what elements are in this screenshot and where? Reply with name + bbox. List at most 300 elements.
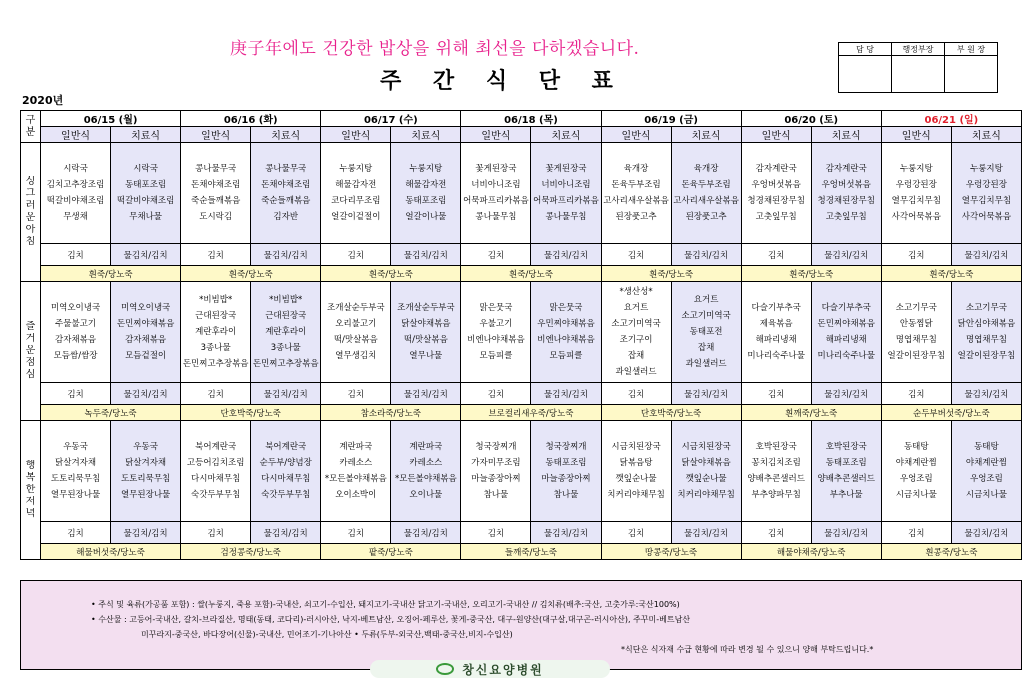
kimchi-cell: 물김치/김치 [111, 522, 181, 544]
menu-item: 우민찌야채볶음 [537, 319, 595, 329]
menu-item: 모듬겉절이 [125, 351, 167, 361]
menu-item: 감자채볶음 [125, 335, 167, 345]
treatment-menu-cell [111, 421, 181, 522]
meal-label-char: 운 [25, 212, 36, 223]
menu-item: 돈민찌고추장볶음 [182, 359, 249, 369]
menu-item: 무생채 [63, 212, 88, 222]
menu-item: 닭안심야채볶음 [957, 319, 1016, 329]
general-menu-cell [321, 143, 391, 244]
porridge-cell: 브로컬리새우죽/당노죽 [461, 405, 601, 421]
menu-item: 도토리묵무침 [120, 474, 171, 484]
menu-item: 청국장찌개 [545, 442, 587, 452]
menu-item: 숙갓두부무침 [261, 490, 311, 500]
kimchi-cell: 물김치/김치 [111, 383, 181, 405]
menu-item: 3종나물 [200, 343, 231, 353]
kimchi-cell: 물김치/김치 [951, 522, 1021, 544]
menu-item: 열무된장나물 [50, 490, 101, 500]
menu-item: 된장풋고추 [615, 212, 657, 222]
menu-item: 다슬기부추국 [751, 303, 801, 313]
kimchi-cell: 김치 [601, 522, 671, 544]
kimchi-cell: 물김치/김치 [531, 244, 601, 266]
menu-item: 우동국 [63, 442, 88, 452]
kimchi-cell: 김치 [181, 522, 251, 544]
origin-line: • 주식 및 육류(가공품 포함) : 쌀(누룽지, 죽용 포함)-국내산, 쇠고기-수입산, 돼지고기-국내산 닭고기-국내산, 오리고기-국내산 // 김치류(배추:국산, 고춧가루:국산100%) [91, 600, 680, 609]
treatment-menu-cell [671, 282, 741, 383]
menu-item: 치커리야채무침 [677, 490, 735, 500]
day-header: 06/17 (수) [321, 111, 461, 127]
treatment-menu-cell [251, 421, 321, 522]
general-menu-cell [741, 282, 811, 383]
menu-item: 너비아니조림 [541, 180, 591, 190]
origin-notice [20, 580, 1022, 670]
kimchi-cell: 물김치/김치 [251, 383, 321, 405]
kimchi-cell: 물김치/김치 [811, 383, 881, 405]
menu-item: 감자채볶음 [55, 335, 97, 345]
porridge-cell: 흰죽/당노죽 [181, 266, 321, 282]
menu-item: 떡갈비야채조림 [116, 196, 175, 206]
menu-item: 콩나물무침 [475, 212, 517, 222]
menu-item: 닭살야채볶음 [681, 458, 731, 468]
menu-item: 호박된장국 [755, 442, 797, 452]
menu-item: 소고기무국 [895, 303, 937, 313]
menu-item: 소고기미역국 [681, 311, 731, 321]
menu-item: 제육볶음 [759, 319, 793, 329]
meal-label-char: 러 [25, 200, 36, 211]
menu-item: 해물감자전 [405, 180, 447, 190]
menu-item: 주물불고기 [55, 319, 97, 329]
menu-item: 조개살순두부국 [327, 303, 385, 313]
kimchi-cell: 김치 [181, 383, 251, 405]
menu-item: 미역오이냉국 [120, 303, 171, 313]
meal-label-char: 즐 [25, 321, 36, 332]
menu-item: 동태포조림 [545, 458, 587, 468]
menu-item: 해파리냉채 [755, 335, 797, 345]
menu-item: 김치고추장조림 [46, 180, 105, 190]
general-menu-cell [601, 282, 671, 383]
day-header: 06/15 (월) [41, 111, 181, 127]
menu-item: 떡갈비야채조림 [46, 196, 105, 206]
approval-cell [892, 56, 945, 93]
kimchi-cell: 물김치/김치 [951, 383, 1021, 405]
kimchi-cell: 물김치/김치 [251, 522, 321, 544]
porridge-cell: 들깨죽/당노죽 [461, 544, 601, 560]
approval-header: 행정부장 [892, 43, 945, 56]
treatment-menu-cell [671, 421, 741, 522]
menu-item: 열무나물 [409, 351, 443, 361]
porridge-cell: 순두부버섯죽/당노죽 [881, 405, 1021, 421]
kimchi-cell: 김치 [321, 244, 391, 266]
menu-item: 모듬피클 [479, 351, 513, 361]
kimchi-cell: 물김치/김치 [251, 244, 321, 266]
menu-item: 된장풋고추 [685, 212, 727, 222]
day-header: 06/16 (화) [181, 111, 321, 127]
menu-item: 계란파국 [409, 442, 443, 452]
menu-item: 우불고기 [479, 319, 513, 329]
porridge-cell: 해물버섯죽/당노죽 [41, 544, 181, 560]
menu-item: 우엉버섯볶음 [751, 180, 801, 190]
general-menu-cell [461, 421, 531, 522]
porridge-cell: 땅콩죽/당노죽 [601, 544, 741, 560]
menu-item: 잡채 [627, 351, 645, 361]
porridge-cell: 참소라죽/당노죽 [321, 405, 461, 421]
menu-item: 육개장 [623, 164, 649, 174]
kimchi-cell: 물김치/김치 [531, 383, 601, 405]
treatment-menu-cell [531, 143, 601, 244]
menu-item: 동태탕 [974, 442, 999, 452]
kimchi-cell: 물김치/김치 [391, 383, 461, 405]
menu-item: 해물감자전 [335, 180, 377, 190]
general-diet-header: 일반식 [41, 127, 111, 143]
treatment-diet-header: 치료식 [951, 127, 1021, 143]
menu-item: 우엉조림 [969, 474, 1003, 484]
porridge-cell: 흰죽/당노죽 [461, 266, 601, 282]
treatment-diet-header: 치료식 [671, 127, 741, 143]
menu-item: 청경채된장무침 [817, 196, 875, 206]
porridge-cell: 해물야채죽/당노죽 [741, 544, 881, 560]
menu-item: 도토리묵무침 [50, 474, 101, 484]
menu-item: 부추양파무침 [751, 490, 801, 500]
kimchi-cell: 김치 [741, 383, 811, 405]
general-menu-cell [881, 143, 951, 244]
menu-item: 해파리냉채 [825, 335, 867, 345]
kimchi-cell: 물김치/김치 [671, 244, 741, 266]
meal-label [21, 282, 41, 421]
weekly-menu-table [20, 110, 1022, 560]
menu-item: 김자반 [273, 212, 299, 222]
general-menu-cell [741, 421, 811, 522]
treatment-menu-cell [391, 421, 461, 522]
menu-item: 소고기미역국 [611, 319, 661, 329]
menu-item: 3종나물 [270, 343, 301, 353]
general-menu-cell [41, 282, 111, 383]
general-diet-header: 일반식 [321, 127, 391, 143]
menu-item: 누룽지탕 [969, 164, 1003, 174]
menu-item: 고춧잎무침 [755, 212, 797, 222]
menu-item: 야채계란찜 [895, 458, 937, 468]
general-menu-cell [181, 282, 251, 383]
porridge-cell: 흰콩죽/당노죽 [881, 544, 1021, 560]
porridge-cell: 흰죽/당노죽 [601, 266, 741, 282]
menu-item: 얼갈이겉절이 [331, 212, 381, 222]
menu-item: 명엽채무침 [965, 335, 1007, 345]
menu-item: 누룽지탕 [899, 164, 933, 174]
menu-item: 시락국 [133, 164, 158, 174]
menu-item: 무채나물 [129, 212, 163, 222]
menu-item: 비엔나야채볶음 [467, 335, 525, 345]
general-menu-cell [881, 282, 951, 383]
menu-item: 우동국 [133, 442, 158, 452]
menu-item: 누룽지탕 [409, 164, 443, 174]
menu-item: 오리불고기 [335, 319, 377, 329]
approval-header: 부 원 장 [945, 43, 998, 56]
general-menu-cell [41, 143, 111, 244]
treatment-menu-cell [951, 143, 1021, 244]
menu-item: 열무김치무침 [891, 196, 941, 206]
menu-item: 닭살겨자채 [125, 458, 167, 468]
approval-cell [945, 56, 998, 93]
menu-item: 우엉조림 [899, 474, 933, 484]
treatment-diet-header: 치료식 [531, 127, 601, 143]
meal-label-char: 점 [25, 357, 36, 368]
menu-item: 동태포전 [689, 327, 723, 337]
menu-item: 계란파국 [339, 442, 373, 452]
kimchi-cell: 물김치/김치 [391, 522, 461, 544]
menu-item: 고사리새우살볶음 [673, 196, 739, 206]
menu-item: 얼갈이된장무침 [957, 351, 1016, 361]
page-title: 주 간 식 단 표 [380, 69, 625, 94]
general-menu-cell [601, 143, 671, 244]
menu-item: 죽순들깨볶음 [261, 196, 311, 206]
menu-item: 열무된장나물 [120, 490, 171, 500]
porridge-cell: 단호박죽/당노죽 [601, 405, 741, 421]
porridge-cell: 흰죽/당노죽 [41, 266, 181, 282]
general-diet-header: 일반식 [181, 127, 251, 143]
menu-item: 꽃게된장국 [475, 164, 517, 174]
treatment-menu-cell [251, 282, 321, 383]
kimchi-cell: 김치 [601, 244, 671, 266]
hospital-logo-icon [436, 663, 454, 675]
menu-item: 오이소박이 [335, 490, 377, 500]
kimchi-cell: 김치 [741, 244, 811, 266]
general-menu-cell [321, 421, 391, 522]
origin-line: • 수산물 : 고등어-국내산, 갈치-브라질산, 명태(동태, 코다리)-러시아산, 낙지-베트남산, 오징어-페루산, 꽃게-중국산, 대구-원양산(대구살,대구곤-러시아산), 주꾸미-베트남산 [91, 615, 691, 624]
menu-item: 다시마채무침 [261, 474, 311, 484]
kimchi-cell: 김치 [461, 244, 531, 266]
gubun-header: 구분 [21, 111, 41, 143]
menu-item: 맑은뭇국 [549, 303, 583, 313]
approval-box [838, 42, 998, 93]
kimchi-cell: 김치 [741, 522, 811, 544]
menu-item: 어묵파프리카볶음 [463, 196, 529, 206]
general-menu-cell [461, 282, 531, 383]
menu-item: *모든볼야채볶음 [394, 474, 457, 484]
kimchi-cell: 물김치/김치 [391, 244, 461, 266]
general-diet-header: 일반식 [601, 127, 671, 143]
menu-item: 참나물 [553, 490, 579, 500]
menu-item: 돈채야채조림 [261, 180, 311, 190]
menu-item: *비빔밥* [269, 295, 303, 305]
menu-item: 명엽채무침 [895, 335, 937, 345]
menu-item: 돈채야채조림 [191, 180, 241, 190]
menu-item: 카레소스 [339, 458, 373, 468]
porridge-cell: 녹두죽/당노죽 [41, 405, 181, 421]
meal-label-char: 한 [25, 484, 36, 495]
menu-item: 시락국 [63, 164, 88, 174]
general-diet-header: 일반식 [461, 127, 531, 143]
kimchi-cell: 김치 [41, 383, 111, 405]
meal-label [21, 421, 41, 560]
menu-item: 조개살순두부국 [397, 303, 455, 313]
menu-item: 모듬쌈/쌈장 [53, 351, 98, 361]
kimchi-cell: 김치 [41, 522, 111, 544]
menu-item: *비빔밥* [199, 295, 233, 305]
general-menu-cell [881, 421, 951, 522]
menu-item: 우엉버섯볶음 [821, 180, 871, 190]
general-menu-cell [461, 143, 531, 244]
menu-item: 콩나물무국 [265, 164, 307, 174]
menu-item: 요거트 [693, 295, 719, 305]
menu-item: 근대된장국 [265, 311, 307, 321]
menu-item: 모듬피클 [549, 351, 583, 361]
menu-item: *모든볼야채볶음 [324, 474, 387, 484]
menu-item: 순두부/양념장 [259, 458, 312, 468]
porridge-cell: 흰죽/당노죽 [321, 266, 461, 282]
menu-item: 열무김치무침 [961, 196, 1012, 206]
treatment-menu-cell [951, 282, 1021, 383]
treatment-menu-cell [391, 143, 461, 244]
menu-item: 코다리무조림 [331, 196, 381, 206]
menu-item: 소고기무국 [965, 303, 1007, 313]
menu-item: 닭살겨자채 [55, 458, 97, 468]
menu-item: 꽁치김치조림 [751, 458, 801, 468]
menu-item: 육개장 [693, 164, 719, 174]
general-menu-cell [181, 421, 251, 522]
treatment-menu-cell [111, 282, 181, 383]
treatment-menu-cell [671, 143, 741, 244]
porridge-cell: 흰죽/당노죽 [881, 266, 1021, 282]
kimchi-cell: 물김치/김치 [671, 383, 741, 405]
menu-item: 참나물 [483, 490, 509, 500]
menu-item: 시금치나물 [895, 490, 937, 500]
menu-item: 닭살야채볶음 [401, 319, 451, 329]
meal-label-char: 행 [25, 460, 36, 471]
meal-label [21, 143, 41, 282]
meal-label-char: 침 [25, 236, 36, 247]
menu-item: 계란후라이 [195, 327, 237, 337]
menu-item: 청국장찌개 [475, 442, 517, 452]
kimchi-cell: 김치 [881, 244, 951, 266]
porridge-cell: 단호박죽/당노죽 [181, 405, 321, 421]
menu-item: 콩나물무침 [545, 212, 587, 222]
approval-cell [839, 56, 892, 93]
meal-label-char: 심 [25, 369, 36, 380]
general-menu-cell [741, 143, 811, 244]
menu-item: 미나리숙주나물 [747, 351, 805, 361]
menu-item: 미역오이냉국 [50, 303, 101, 313]
day-header: 06/21 (일) [881, 111, 1021, 127]
menu-item: 다슬기부추국 [821, 303, 871, 313]
general-menu-cell [181, 143, 251, 244]
menu-item: 야채계란찜 [965, 458, 1007, 468]
treatment-menu-cell [251, 143, 321, 244]
kimchi-cell: 김치 [461, 383, 531, 405]
general-diet-header: 일반식 [741, 127, 811, 143]
menu-item: 돈민찌야채볶음 [116, 319, 175, 329]
menu-item: 사각어묵볶음 [961, 212, 1012, 222]
menu-item: 돈민찌고추장볶음 [252, 359, 319, 369]
menu-item: 잡채 [697, 343, 715, 353]
kimchi-cell: 물김치/김치 [111, 244, 181, 266]
menu-item: 깻잎순나물 [615, 474, 657, 484]
menu-item: 계란후라이 [265, 327, 307, 337]
menu-item: 마늘종장아찌 [471, 474, 521, 484]
meal-label-char: 싱 [25, 176, 36, 187]
origin-line: 미꾸라지-중국산, 바다장어(신물)-국내산, 민어조기-기나아산 • 두류(두부-외국산,백태-중국산,비지-수입산) [141, 630, 513, 639]
kimchi-cell: 물김치/김치 [531, 522, 601, 544]
menu-item: 치커리야채무침 [607, 490, 665, 500]
menu-item: 시금치된장국 [681, 442, 731, 452]
menu-item: 동태포조림 [825, 458, 867, 468]
kimchi-cell: 김치 [461, 522, 531, 544]
treatment-menu-cell [811, 282, 881, 383]
kimchi-cell: 김치 [881, 383, 951, 405]
menu-item: 요거트 [623, 303, 649, 313]
menu-item: 닭볶음탕 [619, 458, 653, 468]
treatment-diet-header: 치료식 [811, 127, 881, 143]
menu-item: 깻잎순나물 [685, 474, 727, 484]
menu-item: 죽순들깨볶음 [191, 196, 241, 206]
general-diet-header: 일반식 [881, 127, 951, 143]
menu-item: 북어계란국 [195, 442, 237, 452]
kimchi-cell: 김치 [601, 383, 671, 405]
meal-label-char: 거 [25, 333, 36, 344]
menu-item: 누룽지탕 [339, 164, 373, 174]
menu-item: 돈민찌야채볶음 [817, 319, 875, 329]
menu-item: 너비아니조림 [471, 180, 521, 190]
menu-item: 카레소스 [409, 458, 443, 468]
kimchi-cell: 김치 [41, 244, 111, 266]
menu-item: 청경채된장무침 [747, 196, 805, 206]
menu-item: 돈육두부조림 [611, 180, 661, 190]
kimchi-cell: 김치 [321, 383, 391, 405]
menu-item: 얼갈이나물 [405, 212, 447, 222]
year-label: 2020년 [22, 94, 64, 107]
menu-item: 동태포조림 [125, 180, 167, 190]
menu-item: 감자계란국 [755, 164, 797, 174]
treatment-diet-header: 치료식 [251, 127, 321, 143]
treatment-menu-cell [951, 421, 1021, 522]
kimchi-cell: 김치 [181, 244, 251, 266]
porridge-cell: 검정콩죽/당노죽 [181, 544, 321, 560]
menu-item: 떡/맛살볶음 [333, 335, 378, 345]
menu-item: 안동찜닭 [899, 319, 933, 329]
menu-item: 양배추콘샐러드 [817, 474, 875, 484]
menu-item: 콩나물무국 [195, 164, 237, 174]
kimchi-cell: 물김치/김치 [951, 244, 1021, 266]
treatment-menu-cell [531, 282, 601, 383]
menu-item: 시금치나물 [965, 490, 1007, 500]
menu-item: 조기구이 [619, 335, 653, 345]
menu-item: 도시락김 [199, 212, 233, 222]
meal-label-char: 아 [25, 224, 36, 235]
treatment-diet-header: 치료식 [111, 127, 181, 143]
slogan: 庚子年에도 건강한 밥상을 위해 최선을 다하겠습니다. [230, 39, 640, 59]
kimchi-cell: 물김치/김치 [811, 244, 881, 266]
menu-item: 떡/맛살볶음 [403, 335, 448, 345]
kimchi-cell: 물김치/김치 [811, 522, 881, 544]
general-menu-cell [41, 421, 111, 522]
menu-item: 시금치된장국 [611, 442, 661, 452]
menu-item: 동태포조림 [405, 196, 447, 206]
meal-label-char: 녁 [25, 508, 36, 519]
approval-header: 담 당 [839, 43, 892, 56]
menu-item: 다시마채무침 [191, 474, 241, 484]
hospital-logo [370, 660, 610, 678]
treatment-menu-cell [391, 282, 461, 383]
menu-item: 고등어김치조림 [186, 458, 245, 468]
meal-label-char: 저 [25, 496, 36, 507]
treatment-menu-cell [111, 143, 181, 244]
menu-item: 우렁강된장 [965, 180, 1007, 190]
menu-item: 과일샐러드 [615, 367, 657, 377]
porridge-cell: 흰깨죽/당노죽 [741, 405, 881, 421]
menu-item: 북어계란국 [265, 442, 307, 452]
menu-change-notice: *식단은 식자재 수급 현황에 따라 변경 될 수 있으니 양해 부탁드립니다.* [621, 645, 874, 654]
day-header: 06/20 (토) [741, 111, 881, 127]
treatment-menu-cell [531, 421, 601, 522]
menu-item: 숙갓두부무침 [191, 490, 241, 500]
kimchi-cell: 김치 [321, 522, 391, 544]
